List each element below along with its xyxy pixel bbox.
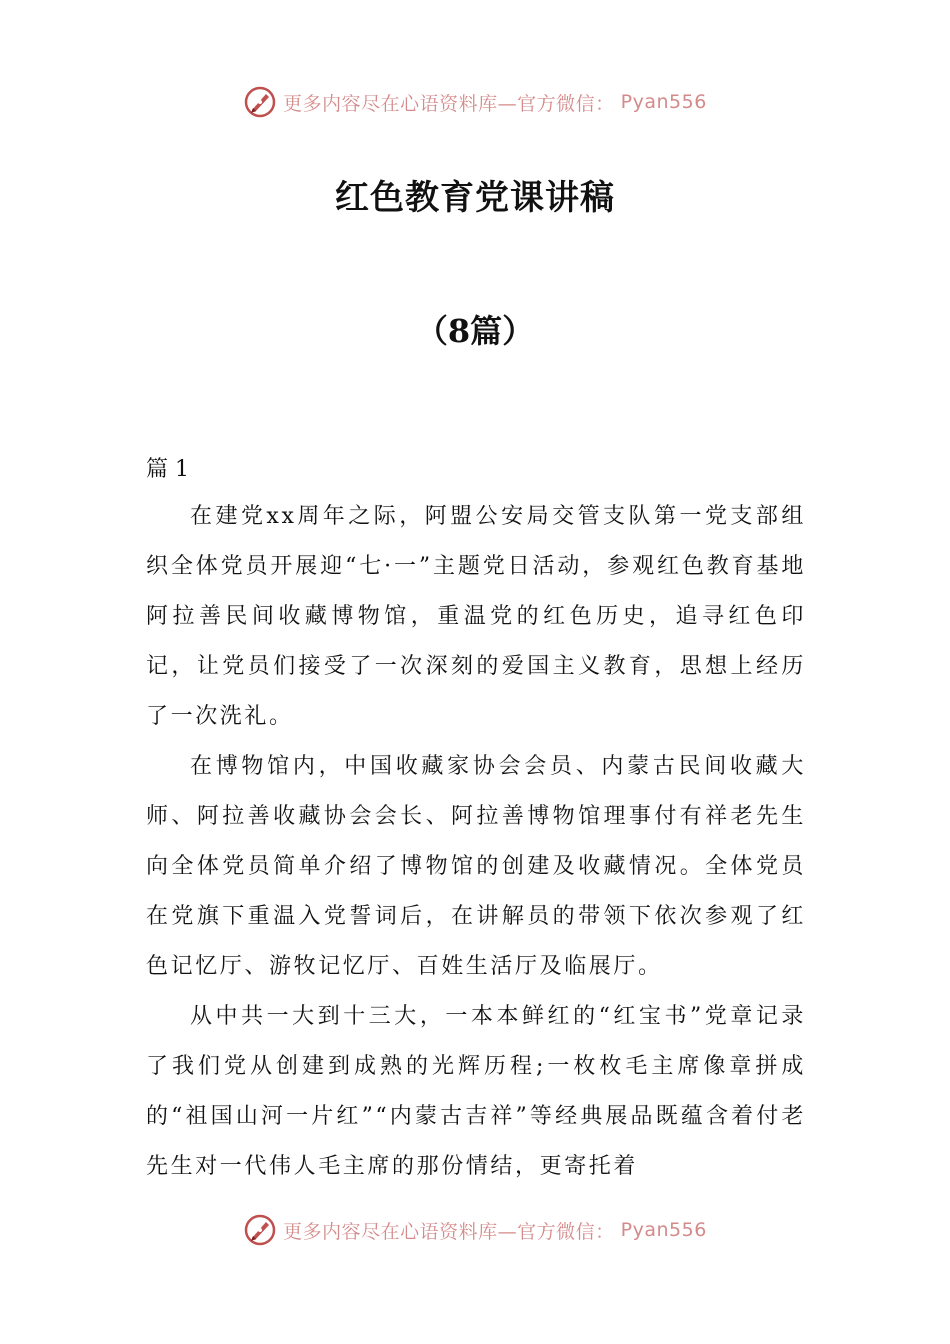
body-text xyxy=(146,492,806,1192)
section-label: 篇 1 xyxy=(146,457,189,482)
paragraph: 在建党xx周年之际，阿盟公安局交管支队第一党支部组织全体党员开展迎“七·一”主题党日活动，参观红色教育基地阿拉善民间收藏博物馆，重温党的红色历史，追寻红色印记，让党员们接受了一次深刻的爱国主义教育，思想上经历了一次洗礼。 xyxy=(146,504,806,729)
watermark-id: Pyan556 xyxy=(620,91,707,113)
pen-logo-icon xyxy=(243,85,277,119)
header-watermark xyxy=(0,82,950,122)
watermark-text: 更多内容尽在心语资料库—官方微信： xyxy=(283,1220,615,1243)
document-subtitle: （8篇） xyxy=(415,312,535,350)
footer-watermark xyxy=(0,1210,950,1250)
paragraph: 从中共一大到十三大，一本本鲜红的“红宝书”党章记录了我们党从创建到成熟的光辉历程;一枚枚毛主席像章拼成的“祖国山河一片红”“内蒙古吉祥”等经典展品既蕴含着付老先生对一代伟人毛主席的那份情结，更寄托着 xyxy=(146,1004,806,1179)
watermark-id: Pyan556 xyxy=(620,1219,707,1241)
watermark-text: 更多内容尽在心语资料库—官方微信： xyxy=(283,92,615,115)
document-title: 红色教育党课讲稿 xyxy=(335,178,615,218)
pen-logo-icon xyxy=(243,1213,277,1247)
paragraph: 在博物馆内，中国收藏家协会会员、内蒙古民间收藏大师、阿拉善收藏协会会长、阿拉善博物馆理事付有祥老先生向全体党员简单介绍了博物馆的创建及收藏情况。全体党员在党旗下重温入党誓词后，在讲解员的带领下依次参观了红色记忆厅、游牧记忆厅、百姓生活厅及临展厅。 xyxy=(146,754,806,979)
